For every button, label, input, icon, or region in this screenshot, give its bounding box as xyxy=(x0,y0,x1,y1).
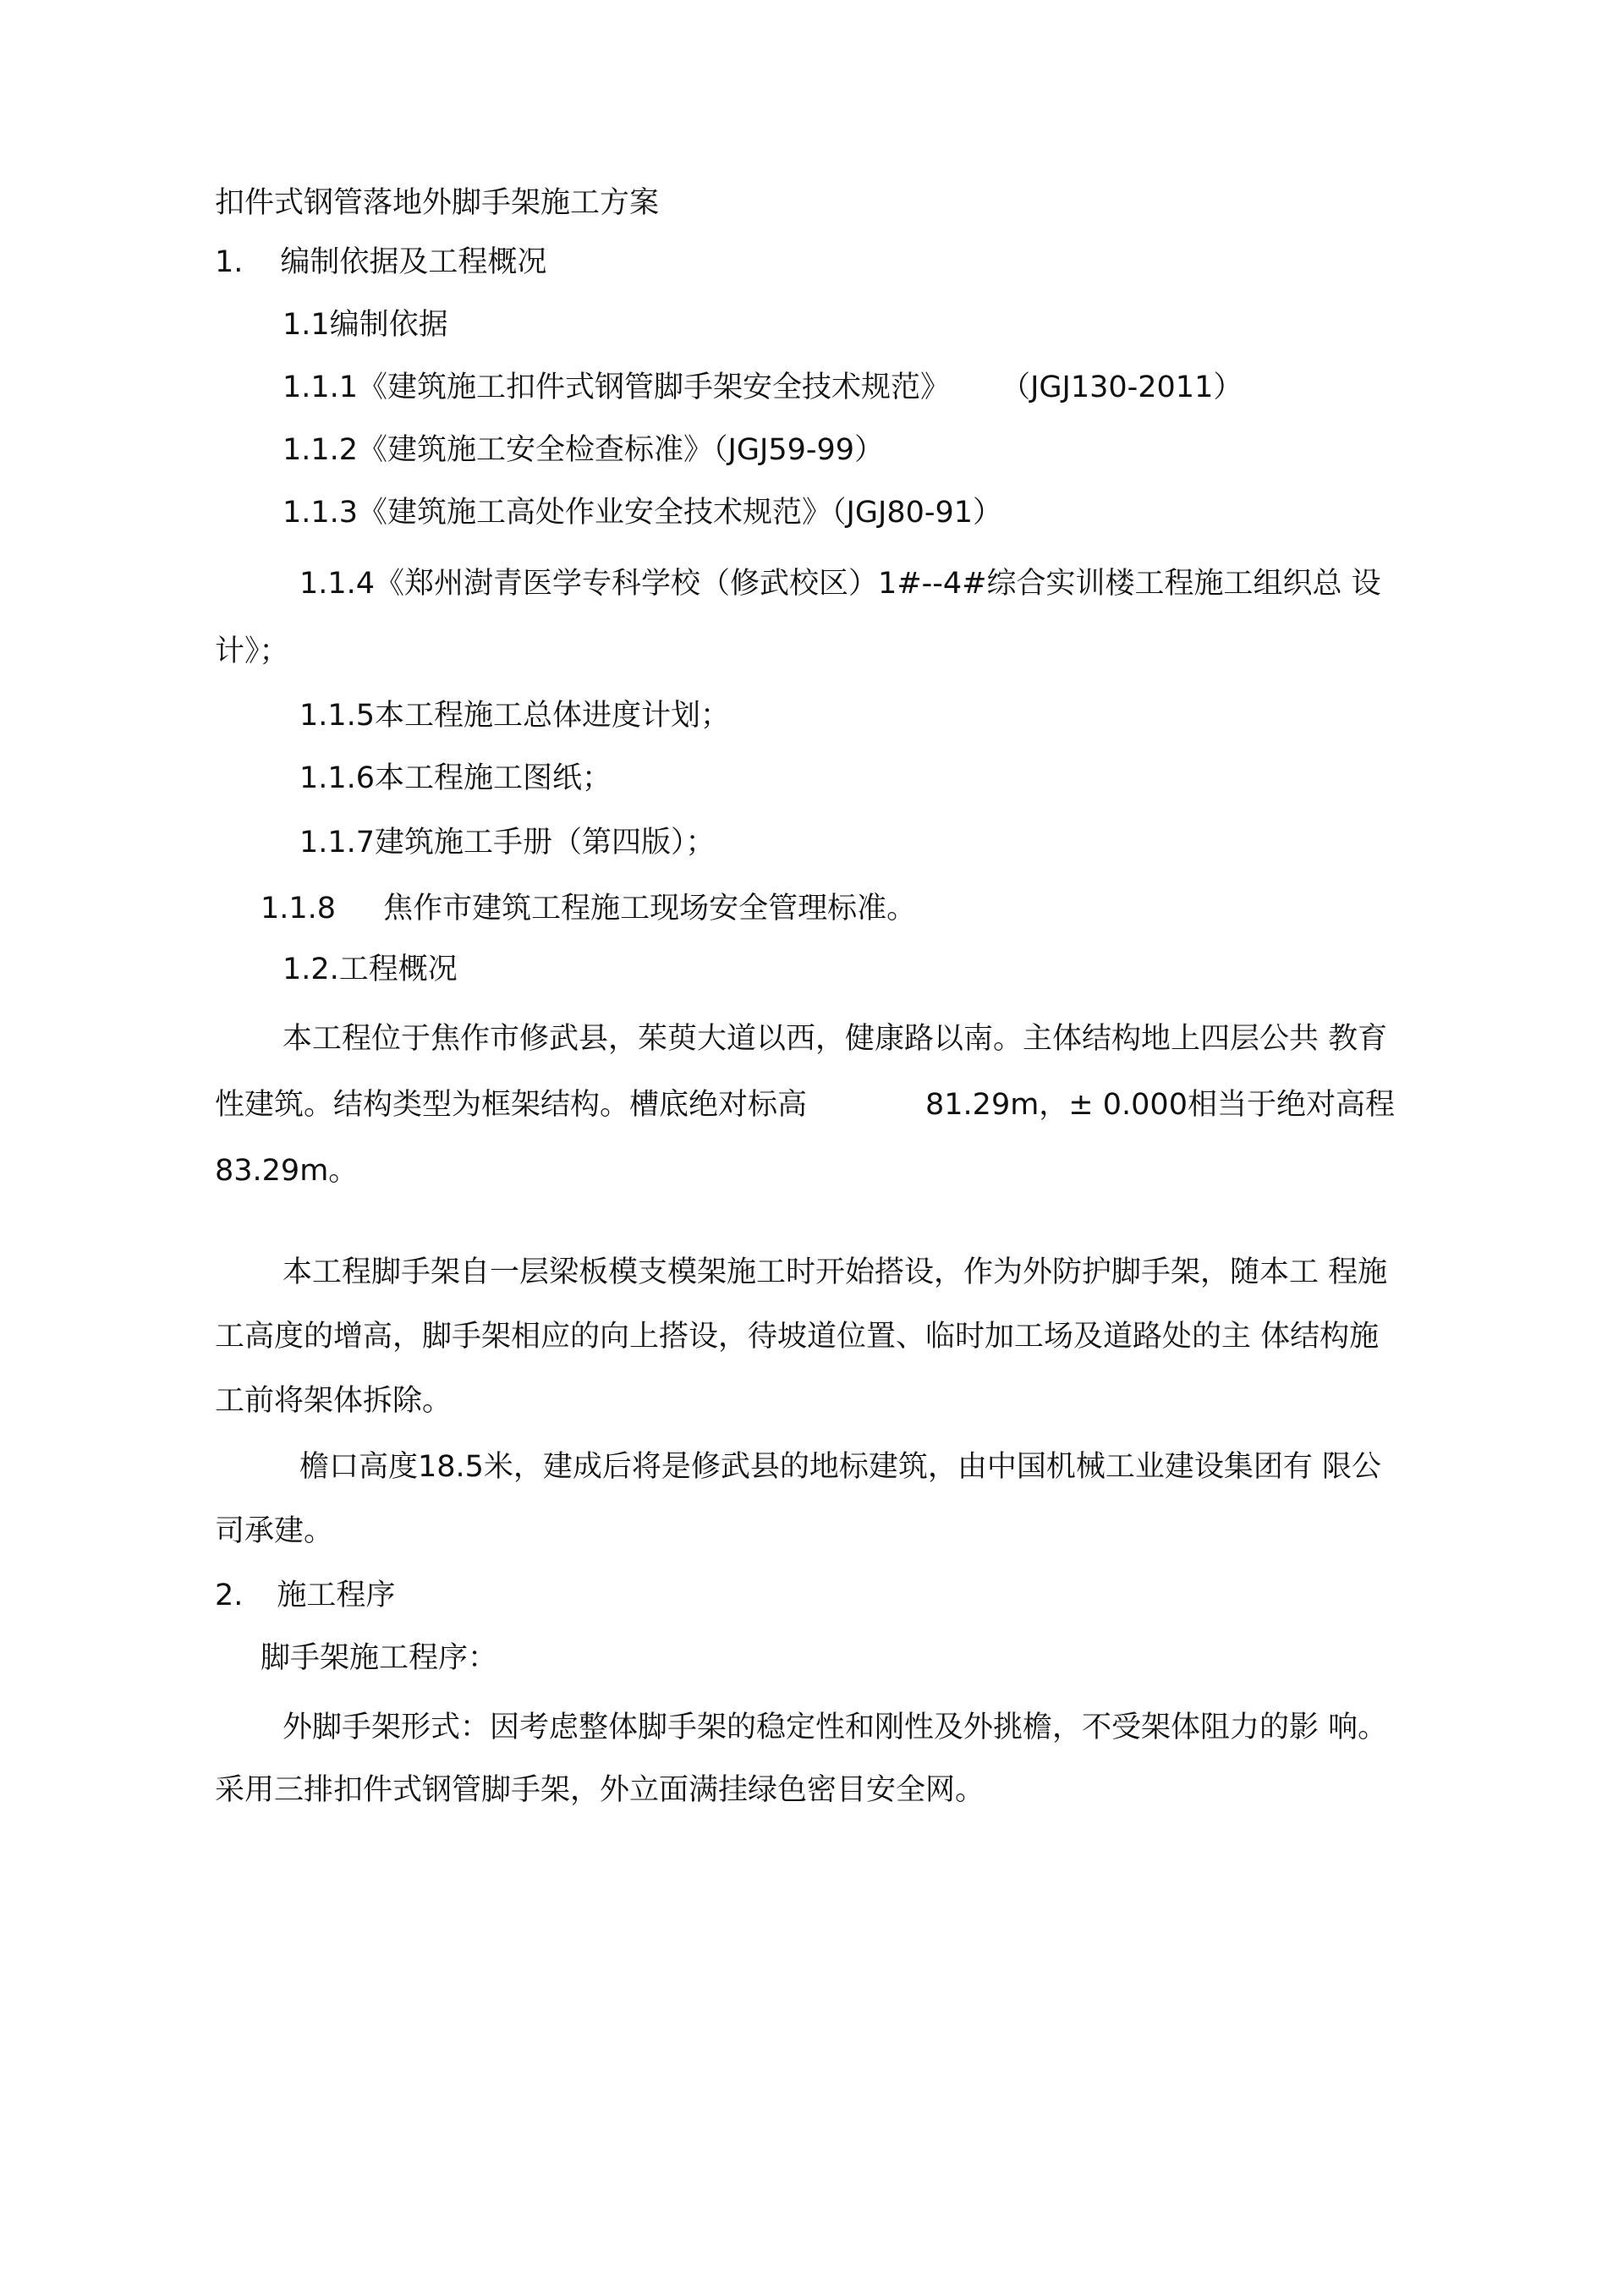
reference-item-1-1-2: 1.1.2《建筑施工安全检查标准》（JGJ59-99） xyxy=(283,433,885,467)
section-2-subheading: 脚手架施工程序： xyxy=(261,1641,498,1675)
section-2-number: 2. xyxy=(215,1579,244,1612)
section-1-2-heading: 1.2.工程概况 xyxy=(283,953,458,986)
section-2-title: 施工程序 xyxy=(277,1579,396,1612)
overview-paragraph-1-line-1: 本工程位于焦作市修武县，茱萸大道以西，健康路以南。主体结构地上四层公共 教育 xyxy=(283,1022,1388,1056)
reference-item-1-1-4-continued: 计》； xyxy=(215,634,289,668)
overview-elevation: 81.29m，± 0.000相当于绝对高程 xyxy=(925,1088,1395,1122)
reference-item-1-1-7: 1.1.7建筑施工手册（第四版）； xyxy=(299,826,716,860)
reference-item-text: 1.1.1《建筑施工扣件式钢管脚手架安全技术规范》 xyxy=(283,371,951,404)
overview-paragraph-1-line-3: 83.29m。 xyxy=(215,1154,359,1188)
overview-paragraph-3-line-2: 司承建。 xyxy=(215,1514,334,1548)
procedure-paragraph-line-1: 外脚手架形式：因考虑整体脚手架的稳定性和刚性及外挑檐，不受架体阻力的影 响。 xyxy=(283,1711,1388,1744)
section-1-1-heading: 1.1编制依据 xyxy=(283,308,448,342)
reference-item-text: 焦作市建筑工程施工现场安全管理标准。 xyxy=(383,892,917,926)
reference-item-1-1-8 xyxy=(261,890,916,927)
reference-item-1-1-4: 1.1.4《郑州澍青医学专科学校（修武校区）1#--4#综合实训楼工程施工组织总 设 xyxy=(299,567,1381,601)
section-1-number: 1. xyxy=(215,245,244,279)
overview-paragraph-2-line-3: 工前将架体拆除。 xyxy=(215,1384,453,1418)
overview-paragraph-1-line-2 xyxy=(215,1086,1395,1123)
reference-item-code: （JGJ130-2011） xyxy=(1001,371,1243,404)
section-1-heading xyxy=(215,244,546,281)
reference-item-1-1-1 xyxy=(283,369,1243,406)
overview-paragraph-3-line-1: 檐口高度18.5米，建成后将是修武县的地标建筑，由中国机械工业建设集团有 限公 xyxy=(299,1450,1382,1484)
section-1-title: 编制依据及工程概况 xyxy=(280,245,547,279)
document-title: 扣件式钢管落地外脚手架施工方案 xyxy=(215,186,660,220)
reference-item-1-1-6: 1.1.6本工程施工图纸； xyxy=(299,761,612,795)
procedure-paragraph-line-2: 采用三排扣件式钢管脚手架，外立面满挂绿色密目安全网。 xyxy=(215,1773,985,1807)
overview-paragraph-2-line-1: 本工程脚手架自一层梁板模支模架施工时开始搭设，作为外防护脚手架，随本工 程施 xyxy=(283,1255,1388,1289)
reference-item-number: 1.1.8 xyxy=(261,892,337,926)
section-2-heading xyxy=(215,1577,395,1614)
overview-text: 性建筑。结构类型为框架结构。槽底绝对标高 xyxy=(215,1088,808,1122)
reference-item-1-1-3: 1.1.3《建筑施工高处作业安全技术规范》（JGJ80-91） xyxy=(283,496,1003,530)
overview-paragraph-2-line-2: 工高度的增高，脚手架相应的向上搭设，待坡道位置、临时加工场及道路处的主 体结构施 xyxy=(215,1320,1380,1354)
reference-item-1-1-5: 1.1.5本工程施工总体进度计划； xyxy=(299,699,731,733)
